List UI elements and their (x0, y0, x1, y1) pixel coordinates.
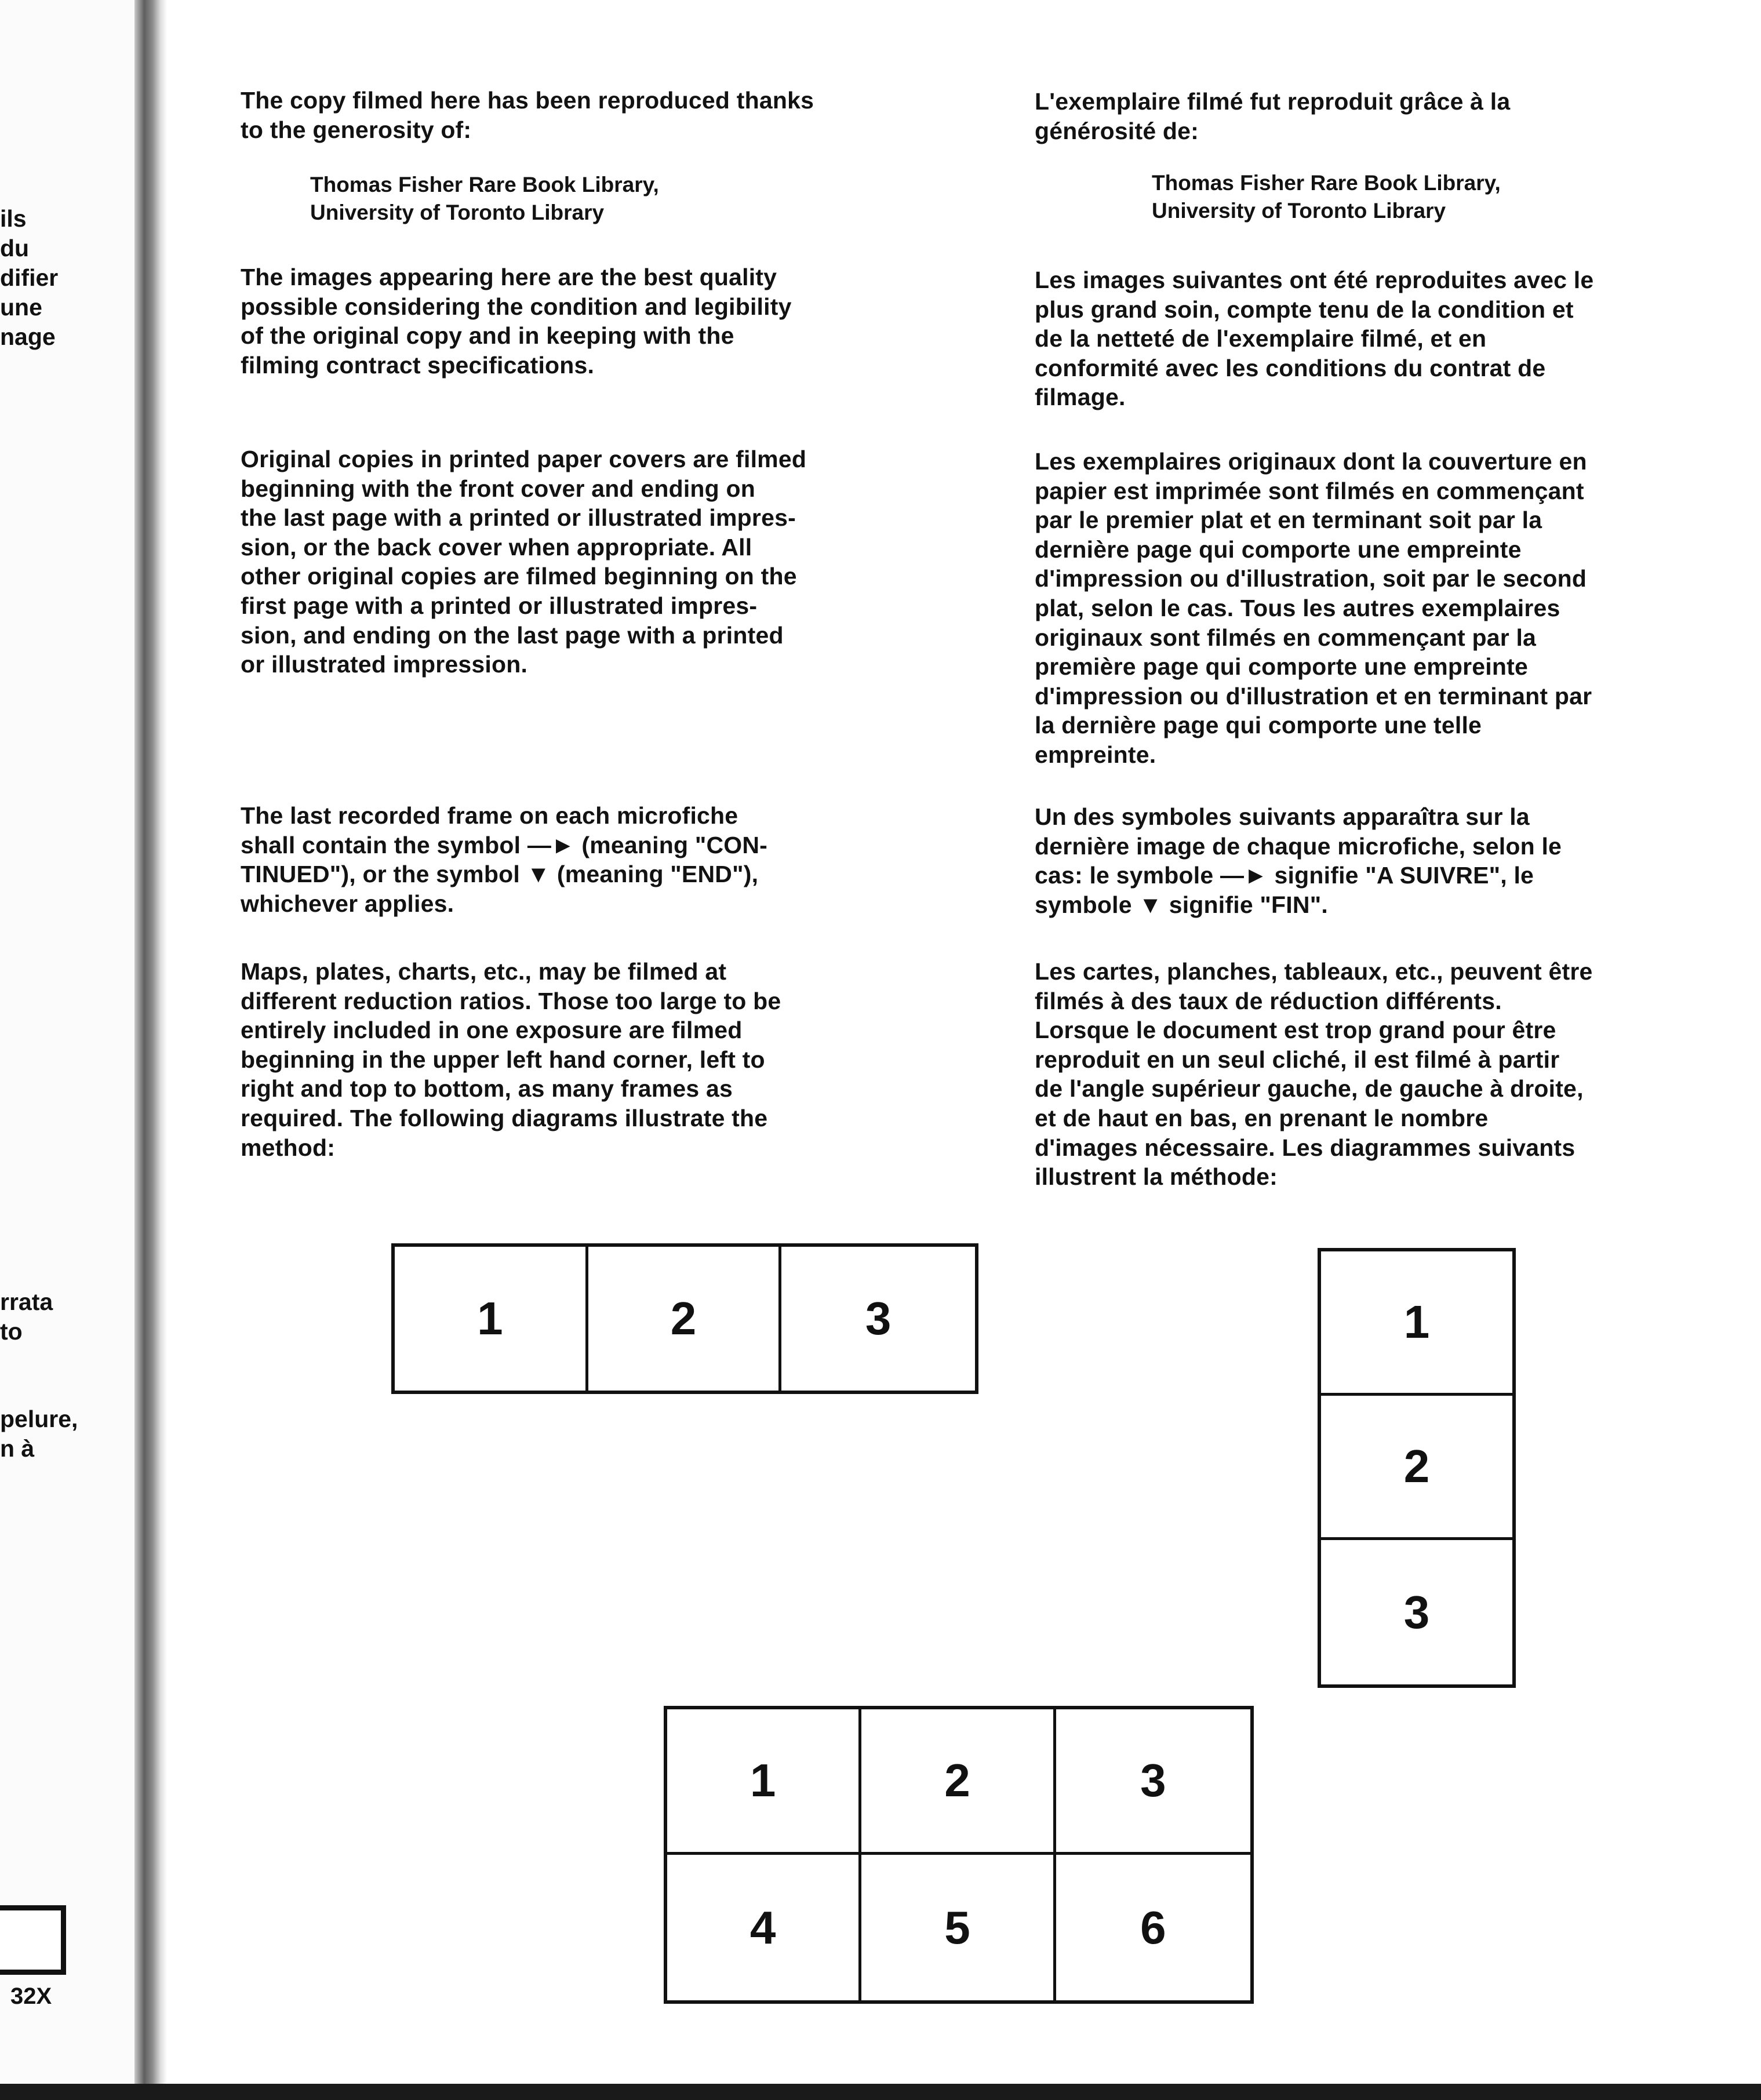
frame-cell: 5 (861, 1855, 1056, 2000)
page-binding-shadow (134, 0, 167, 2100)
frame-cell: 4 (667, 1855, 861, 2000)
english-image-quality: The images appearing here are the best quality possible considering the condition and legibility of the original copy and in keeping with the filming contract specifications. (241, 264, 792, 378)
frame-cell: 2 (588, 1247, 782, 1391)
diagram-grid-frames (664, 1706, 1254, 2004)
left-fragment-low: pelure, n à (0, 1406, 78, 1462)
scan-edge-bar (0, 2084, 1761, 2100)
frame-cell: 1 (667, 1709, 861, 1855)
french-maps-method: Les cartes, planches, tableaux, etc., peuvent être filmés à des taux de réduction différents. Lorsque le document est trop grand pour être reproduit en un seul cliché, il est filmé à partir de l'angle supérieur gauche, de gauche à droite, et de haut en bas, en prenant le nombre d'images nécessaire. Les diagrammes suivants illustrent la méthode: (1035, 958, 1593, 1191)
frame-cell: 2 (1321, 1396, 1512, 1540)
left-fragment-mid: rrata to (0, 1289, 53, 1345)
english-library: Thomas Fisher Rare Book Library, University of Toronto Library (310, 173, 659, 224)
frame-cell: 3 (865, 1293, 892, 1344)
english-intro: The copy filmed here has been reproduced thanks to the generosity of: (241, 87, 814, 143)
french-image-quality: Les images suivantes ont été reproduites avec le plus grand soin, compte tenu de la condition et de la netteté de l'exemplaire filmé, et en conformité avec les conditions du contrat de filmage. (1035, 267, 1594, 411)
frame-cell: 3 (1056, 1709, 1250, 1855)
french-intro: L'exemplaire filmé fut reproduit grâce à la générosité de: (1035, 88, 1511, 144)
frame-cell: 1 (395, 1247, 588, 1391)
english-maps-method: Maps, plates, charts, etc., may be filmed at different reduction ratios. Those too large to be entirely included in one exposure are filmed beginning in the upper left hand corner, left to right and top to bottom, as many frames as required. The following diagrams illustrate the method: (241, 958, 781, 1161)
frame-cell: 2 (861, 1709, 1056, 1855)
reduction-target-box (0, 1905, 66, 1975)
reduction-label: 32X (10, 1983, 52, 2009)
diagram-vertical-frames (1318, 1248, 1516, 1688)
french-filming-order: Les exemplaires originaux dont la couverture en papier est imprimée sont filmés en commençant par le premier plat et en terminant soit par la dernière page qui comporte une empreinte d'impression ou d'illustration, soit par le second plat, selon le cas. Tous les autres exemplaires originaux sont filmés en commençant par la première page qui comporte une empreinte d'impression ou d'illustration et en terminant par la dernière page qui comporte une telle empreinte. (1035, 448, 1592, 768)
french-symbols: Un des symboles suivants apparaîtra sur la dernière image de chaque microfiche, selon le cas: le symbole —► signifie "A SUIVRE", le symbole ▼ signifie "FIN". (1035, 803, 1562, 918)
french-library: Thomas Fisher Rare Book Library, University of Toronto Library (1152, 171, 1501, 223)
frame-cell: 6 (1140, 1901, 1166, 1953)
diagram-horizontal-frames (391, 1243, 978, 1394)
left-fragment-top: ils du difier une nage (0, 205, 59, 350)
frame-cell: 1 (1321, 1251, 1512, 1396)
english-symbols: The last recorded frame on each microfiche shall contain the symbol —► (meaning "CON- TINUED"), or the symbol ▼ (meaning "END"), whichever applies. (241, 802, 768, 917)
frame-cell: 3 (1403, 1586, 1430, 1638)
english-filming-order: Original copies in printed paper covers are filmed beginning with the front cover and ending on the last page with a printed or illustrated impres- sion, or the back cover when appropriate. All other original copies are filmed beginning on the first page with a printed or illustrated impres- sion, and ending on the last page with a printed or illustrated impression. (241, 446, 807, 678)
